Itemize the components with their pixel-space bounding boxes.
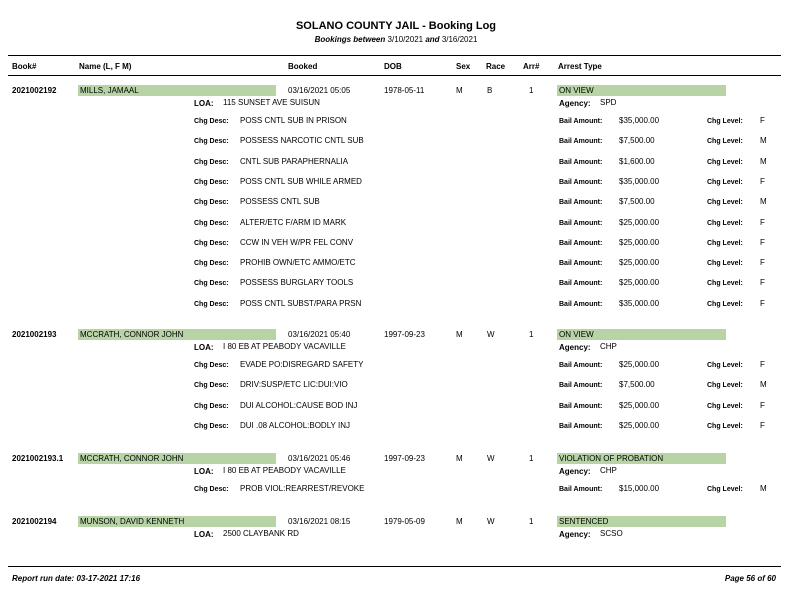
charge-level: F bbox=[760, 401, 765, 410]
charge-description: POSS CNTL SUB IN PRISON bbox=[240, 116, 347, 125]
chg-level-label: Chg Level: bbox=[707, 301, 743, 308]
bail-amount: $25,000.00 bbox=[619, 401, 660, 410]
booked-datetime: 03/16/2021 05:46 bbox=[288, 454, 351, 463]
header-top-rule bbox=[8, 55, 781, 56]
chg-level-label: Chg Level: bbox=[707, 260, 743, 267]
loa-label: LOA: bbox=[194, 343, 214, 352]
col-header-arrest-type: Arrest Type bbox=[558, 62, 602, 71]
bail-amount-label: Bail Amount: bbox=[559, 301, 603, 308]
bail-amount: $35,000.00 bbox=[619, 299, 660, 308]
bail-amount: $25,000.00 bbox=[619, 218, 660, 227]
chg-desc-label: Chg Desc: bbox=[194, 260, 229, 267]
agency-label: Agency: bbox=[559, 467, 591, 476]
chg-desc-label: Chg Desc: bbox=[194, 362, 229, 369]
bail-amount-label: Bail Amount: bbox=[559, 240, 603, 247]
date-of-birth: 1997-09-23 bbox=[384, 330, 425, 339]
charge-level: F bbox=[760, 360, 765, 369]
chg-level-label: Chg Level: bbox=[707, 362, 743, 369]
col-header-booked: Booked bbox=[288, 62, 318, 71]
bail-amount: $35,000.00 bbox=[619, 116, 660, 125]
chg-level-label: Chg Level: bbox=[707, 403, 743, 410]
bail-amount-label: Bail Amount: bbox=[559, 486, 603, 493]
charge-description: POSSESS NARCOTIC CNTL SUB bbox=[240, 136, 364, 145]
footer-rule bbox=[8, 566, 781, 567]
chg-level-label: Chg Level: bbox=[707, 118, 743, 125]
race: W bbox=[487, 517, 495, 526]
sex: M bbox=[456, 517, 463, 526]
race: W bbox=[487, 330, 495, 339]
header-bottom-rule bbox=[8, 75, 781, 76]
charge-description: POSS CNTL SUBST/PARA PRSN bbox=[240, 299, 362, 308]
charge-level: F bbox=[760, 258, 765, 267]
col-header-race: Race bbox=[486, 62, 506, 71]
chg-desc-label: Chg Desc: bbox=[194, 382, 229, 389]
page-number: Page 56 of 60 bbox=[724, 574, 776, 583]
charge-level: M bbox=[760, 197, 767, 206]
bail-amount: $25,000.00 bbox=[619, 421, 660, 430]
chg-desc-label: Chg Desc: bbox=[194, 403, 229, 410]
subtitle-prefix: Bookings between bbox=[314, 35, 386, 44]
location-of-arrest: I 80 EB AT PEABODY VACAVILLE bbox=[223, 342, 346, 351]
book-number: 2021002193.1 bbox=[12, 454, 64, 463]
chg-desc-label: Chg Desc: bbox=[194, 423, 229, 430]
chg-level-label: Chg Level: bbox=[707, 423, 743, 430]
chg-desc-label: Chg Desc: bbox=[194, 179, 229, 186]
location-of-arrest: 2500 CLAYBANK RD bbox=[223, 529, 299, 538]
arrest-number: 1 bbox=[529, 454, 534, 463]
bail-amount: $25,000.00 bbox=[619, 360, 660, 369]
charge-description: PROHIB OWN/ETC AMMO/ETC bbox=[240, 258, 356, 267]
charge-description: DUI ALCOHOL:CAUSE BOD INJ bbox=[240, 401, 358, 410]
charge-level: F bbox=[760, 177, 765, 186]
book-number: 2021002192 bbox=[12, 86, 57, 95]
bail-amount: $25,000.00 bbox=[619, 238, 660, 247]
bail-amount: $25,000.00 bbox=[619, 278, 660, 287]
charge-level: F bbox=[760, 278, 765, 287]
chg-desc-label: Chg Desc: bbox=[194, 301, 229, 308]
bail-amount: $25,000.00 bbox=[619, 258, 660, 267]
arrest-number: 1 bbox=[529, 517, 534, 526]
chg-desc-label: Chg Desc: bbox=[194, 240, 229, 247]
charge-level: F bbox=[760, 238, 765, 247]
loa-label: LOA: bbox=[194, 467, 214, 476]
chg-level-label: Chg Level: bbox=[707, 179, 743, 186]
chg-level-label: Chg Level: bbox=[707, 220, 743, 227]
agency-label: Agency: bbox=[559, 530, 591, 539]
bail-amount: $1,600.00 bbox=[619, 157, 655, 166]
bail-amount-label: Bail Amount: bbox=[559, 199, 603, 206]
chg-level-label: Chg Level: bbox=[707, 382, 743, 389]
charge-description: EVADE PO:DISREGARD SAFETY bbox=[240, 360, 364, 369]
col-header-dob: DOB bbox=[384, 62, 402, 71]
inmate-name: MILLS, JAMAAL bbox=[80, 86, 139, 95]
agency: SCSO bbox=[600, 529, 623, 538]
charge-level: M bbox=[760, 136, 767, 145]
bail-amount: $7,500.00 bbox=[619, 197, 655, 206]
arrest-type: ON VIEW bbox=[559, 330, 594, 339]
location-of-arrest: I 80 EB AT PEABODY VACAVILLE bbox=[223, 466, 346, 475]
charge-description: CNTL SUB PARAPHERNALIA bbox=[240, 157, 349, 166]
report-run-date: Report run date: 03-17-2021 17:16 bbox=[12, 574, 141, 583]
date-from: 3/10/2021 bbox=[387, 35, 424, 44]
agency: CHP bbox=[600, 342, 617, 351]
agency-label: Agency: bbox=[559, 343, 591, 352]
chg-level-label: Chg Level: bbox=[707, 240, 743, 247]
location-of-arrest: 115 SUNSET AVE SUISUN bbox=[223, 98, 320, 107]
charge-description: POSS CNTL SUB WHILE ARMED bbox=[240, 177, 362, 186]
bail-amount: $15,000.00 bbox=[619, 484, 660, 493]
bail-amount-label: Bail Amount: bbox=[559, 382, 603, 389]
col-header-arr: Arr# bbox=[523, 62, 540, 71]
charge-level: M bbox=[760, 380, 767, 389]
bail-amount-label: Bail Amount: bbox=[559, 220, 603, 227]
charge-level: M bbox=[760, 484, 767, 493]
subtitle-and: and bbox=[425, 35, 440, 44]
charge-description: DRIV:SUSP/ETC LIC:DUI:VIO bbox=[240, 380, 348, 389]
chg-desc-label: Chg Desc: bbox=[194, 220, 229, 227]
date-to: 3/16/2021 bbox=[441, 35, 478, 44]
charge-level: M bbox=[760, 157, 767, 166]
bail-amount-label: Bail Amount: bbox=[559, 159, 603, 166]
agency: CHP bbox=[600, 466, 617, 475]
report-title: SOLANO COUNTY JAIL - Booking Log bbox=[295, 20, 497, 32]
charge-level: F bbox=[760, 421, 765, 430]
race: B bbox=[487, 86, 493, 95]
chg-desc-label: Chg Desc: bbox=[194, 138, 229, 145]
charge-level: F bbox=[760, 299, 765, 308]
booked-datetime: 03/16/2021 05:05 bbox=[288, 86, 351, 95]
book-number: 2021002194 bbox=[12, 517, 57, 526]
arrest-number: 1 bbox=[529, 86, 534, 95]
inmate-name: MCCRATH, CONNOR JOHN bbox=[80, 454, 184, 463]
chg-desc-label: Chg Desc: bbox=[194, 486, 229, 493]
bail-amount: $7,500.00 bbox=[619, 380, 655, 389]
agency: SPD bbox=[600, 98, 617, 107]
col-header-sex: Sex bbox=[456, 62, 471, 71]
date-of-birth: 1997-09-23 bbox=[384, 454, 425, 463]
race: W bbox=[487, 454, 495, 463]
chg-desc-label: Chg Desc: bbox=[194, 118, 229, 125]
agency-label: Agency: bbox=[559, 99, 591, 108]
sex: M bbox=[456, 454, 463, 463]
charge-description: ALTER/ETC F/ARM ID MARK bbox=[240, 218, 347, 227]
date-of-birth: 1978-05-11 bbox=[384, 86, 425, 95]
charge-description: POSSESS BURGLARY TOOLS bbox=[240, 278, 354, 287]
charge-description: POSSESS CNTL SUB bbox=[240, 197, 320, 206]
booked-datetime: 03/16/2021 08:15 bbox=[288, 517, 351, 526]
arrest-type: VIOLATION OF PROBATION bbox=[559, 454, 664, 463]
bail-amount-label: Bail Amount: bbox=[559, 138, 603, 145]
charge-description: PROB VIOL:REARREST/REVOKE bbox=[240, 484, 365, 493]
bail-amount: $35,000.00 bbox=[619, 177, 660, 186]
charge-description: CCW IN VEH W/PR FEL CONV bbox=[240, 238, 354, 247]
chg-desc-label: Chg Desc: bbox=[194, 280, 229, 287]
booked-datetime: 03/16/2021 05:40 bbox=[288, 330, 351, 339]
charge-description: DUI .08 ALCOHOL:BODLY INJ bbox=[240, 421, 350, 430]
chg-level-label: Chg Level: bbox=[707, 199, 743, 206]
chg-desc-label: Chg Desc: bbox=[194, 199, 229, 206]
col-header-name: Name (L, F M) bbox=[79, 62, 132, 71]
sex: M bbox=[456, 330, 463, 339]
inmate-name: MUNSON, DAVID KENNETH bbox=[80, 517, 185, 526]
charge-level: F bbox=[760, 218, 765, 227]
sex: M bbox=[456, 86, 463, 95]
date-of-birth: 1979-05-09 bbox=[384, 517, 425, 526]
inmate-name: MCCRATH, CONNOR JOHN bbox=[80, 330, 184, 339]
chg-level-label: Chg Level: bbox=[707, 280, 743, 287]
bail-amount-label: Bail Amount: bbox=[559, 280, 603, 287]
bail-amount-label: Bail Amount: bbox=[559, 423, 603, 430]
loa-label: LOA: bbox=[194, 530, 214, 539]
bail-amount-label: Bail Amount: bbox=[559, 362, 603, 369]
arrest-number: 1 bbox=[529, 330, 534, 339]
report-subtitle bbox=[0, 35, 792, 44]
arrest-type: ON VIEW bbox=[559, 86, 594, 95]
book-number: 2021002193 bbox=[12, 330, 57, 339]
chg-level-label: Chg Level: bbox=[707, 159, 743, 166]
bail-amount: $7,500.00 bbox=[619, 136, 655, 145]
loa-label: LOA: bbox=[194, 99, 214, 108]
bail-amount-label: Bail Amount: bbox=[559, 179, 603, 186]
charge-level: F bbox=[760, 116, 765, 125]
col-header-book: Book# bbox=[12, 62, 37, 71]
bail-amount-label: Bail Amount: bbox=[559, 260, 603, 267]
chg-level-label: Chg Level: bbox=[707, 486, 743, 493]
chg-desc-label: Chg Desc: bbox=[194, 159, 229, 166]
arrest-type: SENTENCED bbox=[559, 517, 609, 526]
bail-amount-label: Bail Amount: bbox=[559, 403, 603, 410]
bail-amount-label: Bail Amount: bbox=[559, 118, 603, 125]
chg-level-label: Chg Level: bbox=[707, 138, 743, 145]
